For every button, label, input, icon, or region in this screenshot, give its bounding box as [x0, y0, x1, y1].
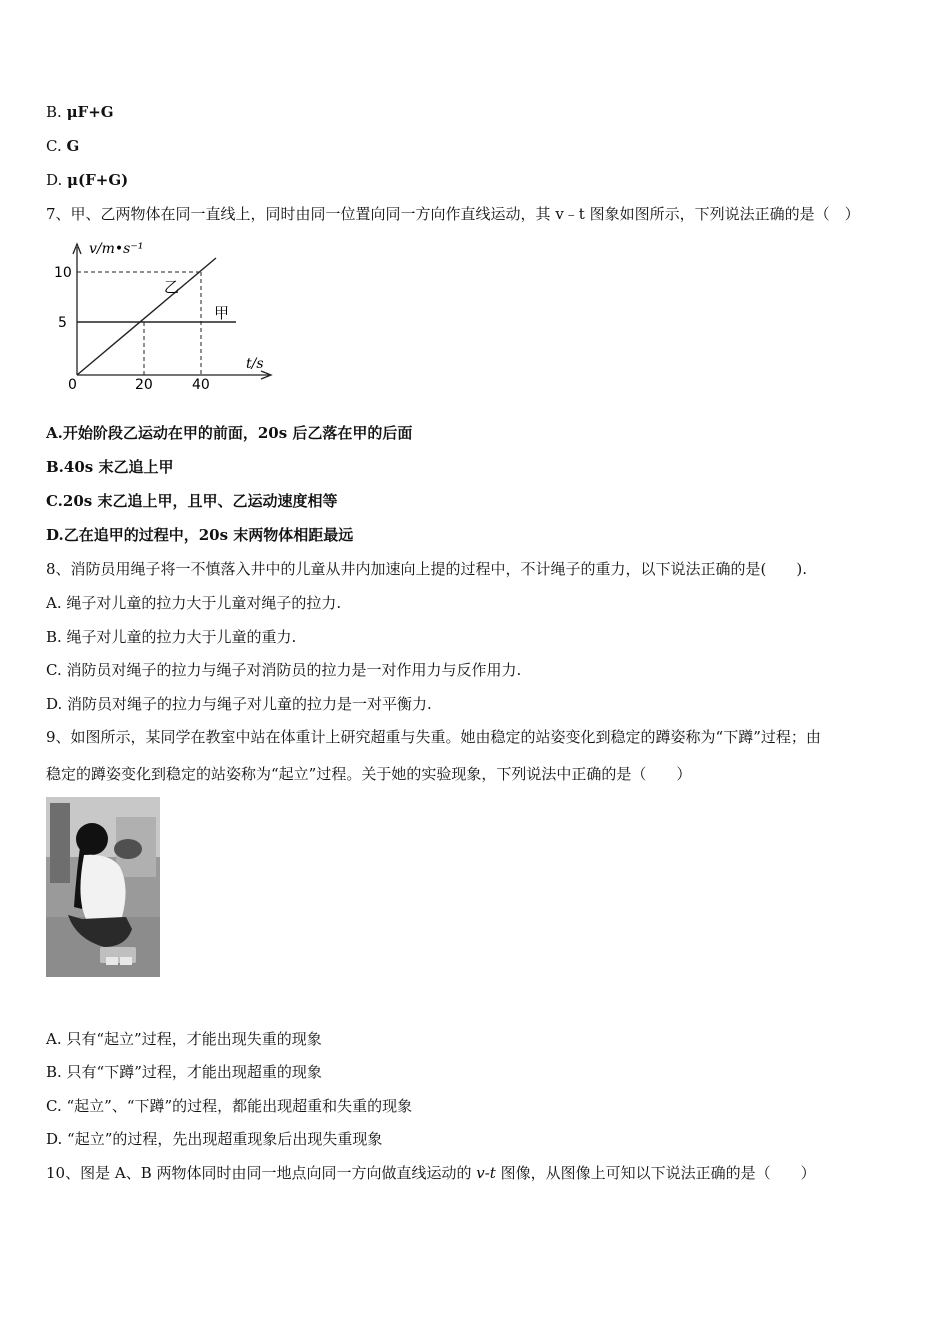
q8-option-c: C. 消防员对绳子的拉力与绳子对消防员的拉力是一对作用力与反作用力. [46, 661, 522, 679]
q9-option-c: C. “起立”、“下蹲”的过程，都能出现超重和失重的现象 [46, 1097, 413, 1115]
q6-option-b [46, 102, 114, 122]
option-letter: C. [46, 137, 67, 155]
y-axis-label: v/m•s⁻¹ [89, 241, 144, 257]
series-yi-label: 乙 [164, 278, 180, 296]
series-yi-line [77, 258, 216, 375]
squatting-on-scale-photo [46, 797, 160, 977]
vt-graph [44, 232, 284, 402]
option-letter: B. [46, 103, 67, 121]
x-tick-20: 20 [135, 377, 153, 393]
option-text: μ(F+G) [67, 171, 129, 189]
q7-stem: 7、甲、乙两物体在同一直线上，同时由同一位置向同一方向作直线运动，其 v﹣t 图象如图所示，下列说法正确的是（ ） [46, 205, 860, 223]
option-text: G [66, 137, 80, 155]
q7-option-c: C.20s 末乙追上甲，且甲、乙运动速度相等 [46, 492, 338, 510]
q8-stem: 8、消防员用绳子将一不慎落入井中的儿童从井内加速向上提的过程中，不计绳子的重力，以下说法正确的是( ). [46, 560, 808, 578]
option-text: μF+G [66, 103, 114, 121]
y-tick-5: 5 [58, 315, 67, 331]
x-tick-40: 40 [192, 377, 210, 393]
q8-option-d: D. 消防员对绳子的拉力与绳子对儿童的拉力是一对平衡力. [46, 695, 432, 713]
option-letter: D. [46, 171, 68, 189]
q10-stem-var: v-t [476, 1164, 496, 1182]
q9-option-b: B. 只有“下蹲”过程，才能出现超重的现象 [46, 1063, 322, 1081]
series-jia-label: 甲 [214, 304, 230, 322]
y-tick-10: 10 [54, 265, 72, 281]
q10-stem [46, 1163, 816, 1183]
q7-option-a: A.开始阶段乙运动在甲的前面，20s 后乙落在甲的后面 [46, 424, 413, 442]
q10-stem-post: 图像，从图像上可知以下说法正确的是（ ） [495, 1164, 816, 1182]
q9-stem-line-2: 稳定的蹲姿变化到稳定的站姿称为“起立”过程。关于她的实验现象，下列说法中正确的是（ ） [46, 765, 692, 783]
q7-option-d: D.乙在追甲的过程中，20s 末两物体相距最远 [46, 526, 354, 544]
q7-option-b: B.40s 末乙追上甲 [46, 458, 174, 476]
origin-label: 0 [68, 377, 77, 393]
q10-stem-pre: 10、图是 A、B 两物体同时由同一地点向同一方向做直线运动的 [46, 1164, 477, 1182]
q9-option-a: A. 只有“起立”过程，才能出现失重的现象 [46, 1030, 322, 1048]
q8-option-b: B. 绳子对儿童的拉力大于儿童的重力. [46, 628, 297, 646]
q6-option-c [46, 136, 79, 156]
q6-option-d [46, 170, 128, 190]
x-axis-label: t/s [246, 356, 264, 372]
q9-stem-line-1: 9、如图所示，某同学在教室中站在体重计上研究超重与失重。她由稳定的站姿变化到稳定的蹲姿称为“下蹲”过程；由 [46, 728, 821, 746]
q9-option-d: D. “起立”的过程，先出现超重现象后出现失重现象 [46, 1130, 383, 1148]
q8-option-a: A. 绳子对儿童的拉力大于儿童对绳子的拉力. [46, 594, 342, 612]
